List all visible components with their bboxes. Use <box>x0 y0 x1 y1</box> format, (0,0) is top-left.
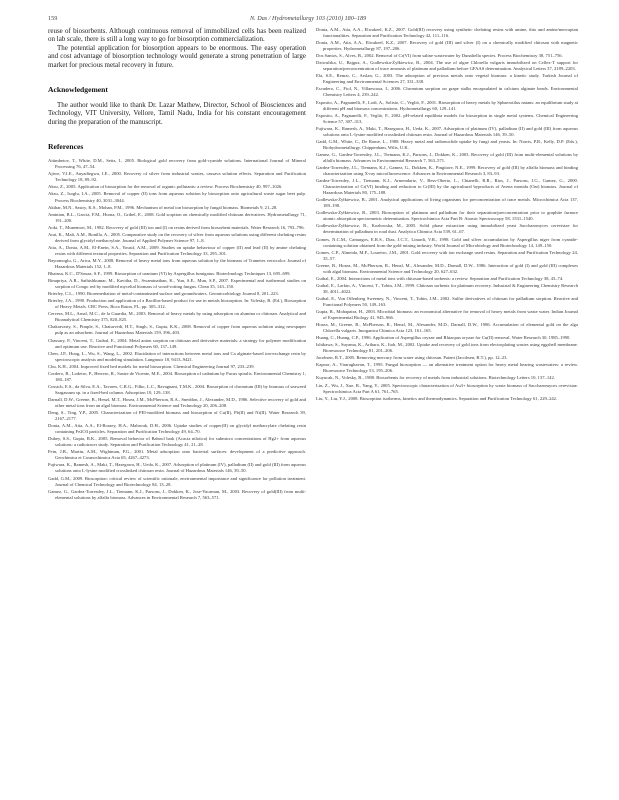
reference-entry: Brierley, C.L., 1990. Bioremediation of metal-contaminated surface and groundwaters. Geomicrobiology Journal 8, 201–223. <box>48 291 279 297</box>
reference-entry: Chen, J.P., Hong, L., Wu, S., Wang, L., 2002. Elucidation of interactions between metal ions and Ca alginate-based ion-exchange resin by spectroscopic analysis and modeling simulation. Langmuir 18, 9413–9421. <box>48 350 306 362</box>
reference-entry: Kapoor, A., Viraraghavan, T., 1995. Fungal biosorption — an alternative treatment option for heavy metal bearing wastewaters: a review. Bioresource Technology 53, 195–206. <box>316 362 578 374</box>
reference-entry: Guibal, E., Larkin, A., Vincent, T., Tobin, J.M., 1999. Chitosan sorbents for platinum recovery. Industrial & Engineering Chemistry Research 38, 4011–4022. <box>316 282 578 294</box>
running-header: N. Das / Hydrometallurgy 103 (2010) 180–189 <box>250 15 367 22</box>
reference-entry: Gamez, G., Gardea-Torresdey, J.L., Tiemann, K.J., Parsons, J., Dokken, K., 2003. Recovery of gold (III) from multi-elemental solutions by alfalfa biomass. Advances in Environmental Research 7, 563–571. <box>316 151 578 163</box>
acknowledgement-heading: Acknowledgement <box>48 85 108 95</box>
reference-entry: Dubey, S.S., Gupta, R.K., 2005. Removal behavior of Babool bark (Acacia nilotica) for submicro concentrations of Hg2+ from aqueous solutions: a radiotracer study. Separation and Purification Technology 41, 21–28. <box>48 436 306 448</box>
reference-entry: Dziwulska, U., Bajguz, A., Godlewska-Żyłkiewicz, B., 2004. The use of algae Chlorella vulgaris immobilized on Cellex-T support for separation/preconcentration of trace amounts of platinum and palladium before GFAAS determination. Analytical Letters 37, 2189–2203. <box>316 60 578 72</box>
reference-entry: Guibal, E., Von Offenberg Sweeney, N., Vincent, T., Tobin, J.M., 2002. Sulfur derivatives of chitosan for palladium sorption. Reactive and Functional Polymers 50, 149–163. <box>316 295 578 307</box>
reference-entry: Esposito, A., Pagnanelli, F., Vegliò, F., 2002. pH-related equilibria models for biosorption in single metal systems. Chemical Engineering Science 57, 307–313. <box>316 112 578 124</box>
reference-entry: Esposito, A., Pagnanelli, F., Lodi, A., Solisio, C., Vegliò, F., 2001. Biosorption of heavy metals by Sphaerotilus natans: an equilibrium study at different pH and biomass concentrations. Hydrometallurgy 60, 129–141. <box>316 99 578 111</box>
reference-entry: Gadd, G.M., White, C., De Rome, L., 1988. Heavy metal and radionuclide uptake by fungi and yeasts. In: Norris, P.R., Kelly, D.P. (Eds.), Biohydrometallurgy. Chippenham, Wilts, U.K. <box>316 138 578 150</box>
reference-entry: Fujiwara, K., Ramesh, A., Maki, T., Hasegawa, H., Ueda, K., 2007. Adsorption of platinum (IV), palladium (II) and gold (III) from aqueous solutions onto L-lysine modified crosslinked chitosan resin. Journal of Hazardous Materials 146, 39–50. <box>316 125 578 137</box>
conclusion-paragraph: reuse of biosorbents. Although continuous removal of immobilized cells has been realized on lab scale, there is still a long way to go for biosorption commercialization. <box>48 27 306 44</box>
reference-entry: Chakravarty, S., Pimple, S., Chaturvedi, H.T., Singh, S., Gupta, K.K., 2008. Removal of copper from aqueous solution using newspaper pulp as an adsorbent. Journal of Hazardous Materials 159, 396–403. <box>48 324 306 336</box>
reference-entry: Darnall, D.W., Greene, B., Henzl, M.T., Hosea, J.M., McPherson, R.A., Sneddon, J., Alexander, M.D., 1986. Selective recovery of gold and other metal ions from an algal biomass. Environmental Science and Technology 20, 206–208. <box>48 396 306 408</box>
references-list-left <box>48 158 306 500</box>
reference-entry: Cordero, B., Lodeiro, P., Herrero, R., Sastre de Vicente, M.E., 2004. Biosorption of cadmium by Fucus spiralis. Environmental Chemistry 1, 180–187. <box>48 370 307 382</box>
conclusion-paragraph: The potential application for biosorption appears to be enormous. The easy operation and cost advantage of biosorption technology would generate a strong penetration of large market for precious metal recovery in future. <box>48 43 306 69</box>
reference-entry: Bhainsa, K.C., D'Souza, S.F., 1999. Biosorption of uranium (VI) by Aspergillus fumigatus. Biotechnology Techniques 13, 695–699. <box>48 271 291 277</box>
reference-entry: Liu, Y., Liu, Y.J., 2008. Biosorption isotherms, kinetics and thermodynamics. Separation and Purification Technology 61, 229–242. <box>316 395 558 401</box>
reference-entry: Dos Santos, S., Alves, B., 2002. Removal of Cr(VI) from saline wastewater by Dunaliella species. Process Biochemistry 38, 751–756. <box>316 53 563 59</box>
reference-entry: Aksu, Z., 2005. Application of biosorption for the removal of organic pollutants: a review. Process Biochemistry 40, 997–1026. <box>48 184 283 190</box>
reference-entry: Lin, Z., Wu, J., Xue, R., Yang, Y., 2005. Spectroscopic characterization of Au3+ biosorption by waste biomass of Saccharomyces cerevisiae. Spectrochimica Acta Part A 61, 761–765. <box>316 382 578 394</box>
reference-entry: Donia, A.M., Atia, A.A., El-Boraey, H.A., Mabrouk, D.H., 2006. Uptake studies of copper(II) on glycidyl methacrylate chelating resin containing Fe2O3 particles. Separation and Purification Technology 49, 64–70. <box>48 423 306 435</box>
reference-entry: Aminian, B.L., Garcia, F.M., Horna, O., Gribel, E., 2008. Gold sorption on chemically modified chitosan derivatives. Hydrometallurgy 71, 191–200. <box>48 211 306 223</box>
reference-entry: Brierley, J.A., 1990. Production and application of a Bacillus-based product for use in metals biosorption. In: Volesky, B. (Ed.), Biosorption of Heavy Metals. CRC Press, Boca Raton, FL, pp. 305–312. <box>48 298 306 310</box>
reference-entry: Ajiwe, V.I.E., Anyadiegwu, I.E., 2000. Recovery of silver from industrial wastes, cassava solution effects. Separation and Purification Technology 18, 89–92. <box>48 171 306 183</box>
page-number: 159 <box>48 15 58 22</box>
reference-entry: Aitimbetov, T., White, D.M., Seitz, I., 2005. Biological gold recovery from gold-cyanide solutions. International Journal of Mineral Processing 76, 47–54. <box>48 158 306 170</box>
reference-entry: Chu, K.H., 2004. Improved fixed bed models for metal biosorption. Chemical Engineering Journal 97, 233–239. <box>48 363 255 369</box>
reference-entry: Cossich, E.S., da Silva, E.A., Tavares, C.R.G., Filho, L.C., Ravagnani, T.M.K., 2004. Biosorption of chromium (III) by biomass of seaweed Sargassum sp. in a fixed-bed column. Adsorption 10, 129–138. <box>48 383 306 395</box>
reference-entry: Guibal, E., 2004. Interactions of metal ions with chitosan-based sorbents: a review. Separation and Purification Technology 38, 43–74. <box>316 275 564 281</box>
reference-entry: Donia, A.M., Atia, A.A., Elwakeel, K.Z., 2007. Recovery of gold (III) and silver (I) on a chemically modified chitosan with magnetic properties. Hydrometallurgy 87, 197–206. <box>316 40 578 52</box>
reference-entry: Ela, S.E., Remzi, C., Arslan, G., 2003. The adsorption of precious metals onto vegetal biomass: a kinetic study. Turkish Journal of Engineering and Environmental Sciences 27, 331–338. <box>316 73 578 85</box>
reference-entry: Kuyucak, N., Volesky, B., 1988. Biosorbents for recovery of metals from industrial solutions. Biotechnology Letters 10, 137–142. <box>316 375 555 381</box>
references-list-right <box>316 27 578 403</box>
reference-entry: Chassary, P., Vincent, T., Guibal, E., 2004. Metal anion sorption on chitosan and derivative materials: a strategy for polymer modification and optimum use. Reactive and Functional Polymers 60, 137–149. <box>48 337 306 349</box>
reference-entry: Gupta, R., Mohapatra, H., 2003. Microbial biomass: an economical alternative for removal of heavy metals from waste water. Indian Journal of Experimental Biology 41, 945–966. <box>316 309 578 321</box>
reference-entry: Gamez, G., Gardea-Torresdey, J.L., Tiemann, K.J., Parsons, J., Dokken, K., Jose-Yacaman, M., 2003. Recovery of gold(III) from multi-elemental solutions by alfalfa biomass. Advances in Environmental Research 7, 563–571. <box>48 488 306 500</box>
acknowledgement-text: The author would like to thank Dr. Lazar Mathew, Director, School of Biosciences and Technology, VIT University, Vellore, Tamil Nadu, India for his constant encouragement during the preparation of the manuscript. <box>48 101 306 126</box>
reference-entry: Gardea-Torresdey, J.L., Tiemann, K.J., Gamez, G., Dokken, K., Pingitore, N.E., 1999. Recovery of gold (III) by alfalfa biomass and binding characterization using X-ray microfluorescence. Advances in Environmental Research 3, 83–93. <box>316 164 578 177</box>
reference-entry: Atia, A., Donia, A.M., El-Enein, S.A., Yousif, A.M., 2009. Studies on uptake behaviour of copper (II) and lead (II) by amine chelating resins with different textural properties. Separation and Purification Technology 33, 295–301. <box>48 244 306 256</box>
reference-entry: Aoki, T., Munemori, M., 1982. Recovery of gold (III) ion and (I) on resins derived from biosorbent materials. Water Research 16, 793–796. <box>48 224 305 230</box>
reference-entry: Gomes, C.P., Almeida, M.F., Loureiro, J.M., 2001. Gold recovery with ion exchange used resins. Separation and Purification Technology 24, 35–57. <box>316 249 578 261</box>
reference-entry: Greene, B., Hosea, M., McPherson, R., Henzl, M., Alexander, M.D., Darnall, D.W., 1986. Interaction of gold (I) and gold (III) complexes with algal biomass. Environmental Science and Technology 20, 627–632. <box>316 262 578 274</box>
reference-entry: Huang, C., Huang, C.P., 1996. Application of Aspergillus oryzae and Rhizopus oryzae for Cu(II) removal. Water Research 30, 1985–1990. <box>316 335 571 341</box>
reference-entry: Godlewska-Żyłkiewicz, B., 2003. Biosorption of platinum and palladium for their separation/preconcentration prior to graphite furnace atomic absorption spectrometric determination. Spectrochimica Acta Part B: Atomic Spectroscopy 58, 1531–1540. <box>316 210 578 222</box>
reference-entry: Donia, A.M., Atia, A.A., Elwakeel, K.Z., 2007. Gold(III) recovery using synthetic chelating resins with amine, thio and amine/mercaptan functionalities. Separation and Purification Technology 42, 111–116. <box>316 27 578 39</box>
reference-entry: Bayramoglu, G., Arica, M.Y., 2008. Removal of heavy metal ions from aqueous solution by the biomass of Trametes versicolor. Journal of Hazardous Materials 152, 1–8. <box>48 257 306 269</box>
reference-entry: Gadd, G.M., 2009. Biosorption: critical review of scientific rationale, environmental importance and significance for pollution treatment. Journal of Chemical Technology and Biotechnology 84, 13–28. <box>48 475 306 487</box>
reference-entry: Cervera, M.L., Arnal, M.C., de la Guardia, M., 2003. Removal of heavy metals by using adsorption on alumina or chitosan. Analytical and Bioanalytical Chemistry 375, 820–825. <box>48 311 306 323</box>
references-heading: References <box>48 142 84 152</box>
left-column <box>48 27 306 502</box>
reference-entry: Godlewska-Żyłkiewicz, B., Kozłowska, M., 2005. Solid phase extraction using immobilized yeast Saccharomyces cerevisiae for determination of palladium in road dust. Analytica Chimica Acta 539, 61–67. <box>316 223 578 235</box>
reference-entry: Binupriya, A.R., Sathishkumar, M., Kavitha, D., Swaminathan, K., Yun, S.E., Mun, S.P., 2007. Experimental and isothermal studies on sorption of Congo red by modified mycelial biomass of wood-rotting fungus. Clean 35, 143–150. <box>48 278 306 290</box>
reference-entry: Escudero, C., Fiol, N., Villaescusa, I., 2006. Chromium sorption on grape stalks encapsulated in calcium alginate beads. Environmental Chemistry Letters 4, 239–242. <box>316 86 578 98</box>
reference-entry: Deng, S., Ting, Y.P., 2005. Characterization of PEI-modified biomass and biosorption of Cu(II), Pb(II) and Ni(II). Water Research 39, 2167–2177. <box>48 410 306 422</box>
reference-entry: Aksu, Z., Isoglu, I.A., 2005. Removal of copper (II) ions from aqueous solution by biosorption onto agricultural waste sugar beet pulp. Process Biochemistry 40, 3031–3044. <box>48 191 306 203</box>
reference-entry: Jacobsen, R.T., 2005. Removing mercury from water using chitosan. Patent (Jacobsen, R.T.), pp. 12–23. <box>316 355 508 361</box>
reference-entry: Akthar, M.N., Sastry, K.S., Mohan, P.M., 1996. Mechanism of metal ion biosorption by fungal biomass. Biometals 9, 21–28. <box>48 204 278 210</box>
reference-entry: Gomes, N.C.M., Camargos, E.R.S., Dias, J.C.T., Linardi, V.R., 1998. Gold and silver accumulation by Aspergillus niger from cyanide-containing solution obtained from the gold mining industry. World Journal of Microbiology and Biotechnology 14, 149–150. <box>316 236 578 248</box>
reference-entry: Hosea, M., Greene, B., McPherson, R., Henzl, M., Alexander, M.D., Darnall, D.W., 1986. Accumulation of elemental gold on the alga Chlorella vulgaris. Inorganica Chimica Acta 123, 161–165. <box>316 322 578 334</box>
reference-entry: Fujiwara, K., Ramesh, A., Maki, T., Hasegawa, H., Ueda, K., 2007. Adsorption of platinum (IV), palladium (II) and gold (III) from aqueous solutions onto L-lysine modified crosslinked chitosan resin. Journal of Hazardous Materials 146, 39–50. <box>48 462 306 474</box>
reference-entry: Gardea-Torresdey, J.L., Tiemann, K.J., Armendariz, V., Bess-Oberto, L., Chianelli, R.R., Rios, J., Parsons, J.G., Gamez, G., 2000. Characterization of Cr(VI) binding and reduction to Cr(III) by the agricultural byproducts of Avena monida (Oat) biomass. Journal of Hazardous Materials 80, 175–188. <box>316 178 578 196</box>
reference-entry: Arai, K., Mali, A.M., Bonilla, A., 2005. Comparative study on the recovery of silver from aqueous solutions using different chelating resins derived from glycidyl methacrylate. Journal of Applied Polymer Science 97, 1–8. <box>48 231 306 243</box>
reference-entry: Fein, J.B., Martin, A.M., Wightman, P.G., 2001. Metal adsorption onto bacterial surfaces: development of a predictive approach. Geochimica et Cosmochimica Acta 65, 4267–4273. <box>48 449 306 461</box>
reference-entry: Godlewska-Żyłkiewicz, B., 2001. Analytical applications of living organisms for preconcentration of trace metals. Microchimica Acta 137, 189–198. <box>316 197 578 209</box>
reference-entry: Ishikawa, S., Suyama, K., Arihara, K., Itoh, M., 2002. Uptake and recovery of gold ions from electroplating wastes using eggshell membrane. Bioresource Technology 81, 201–206. <box>316 342 578 354</box>
